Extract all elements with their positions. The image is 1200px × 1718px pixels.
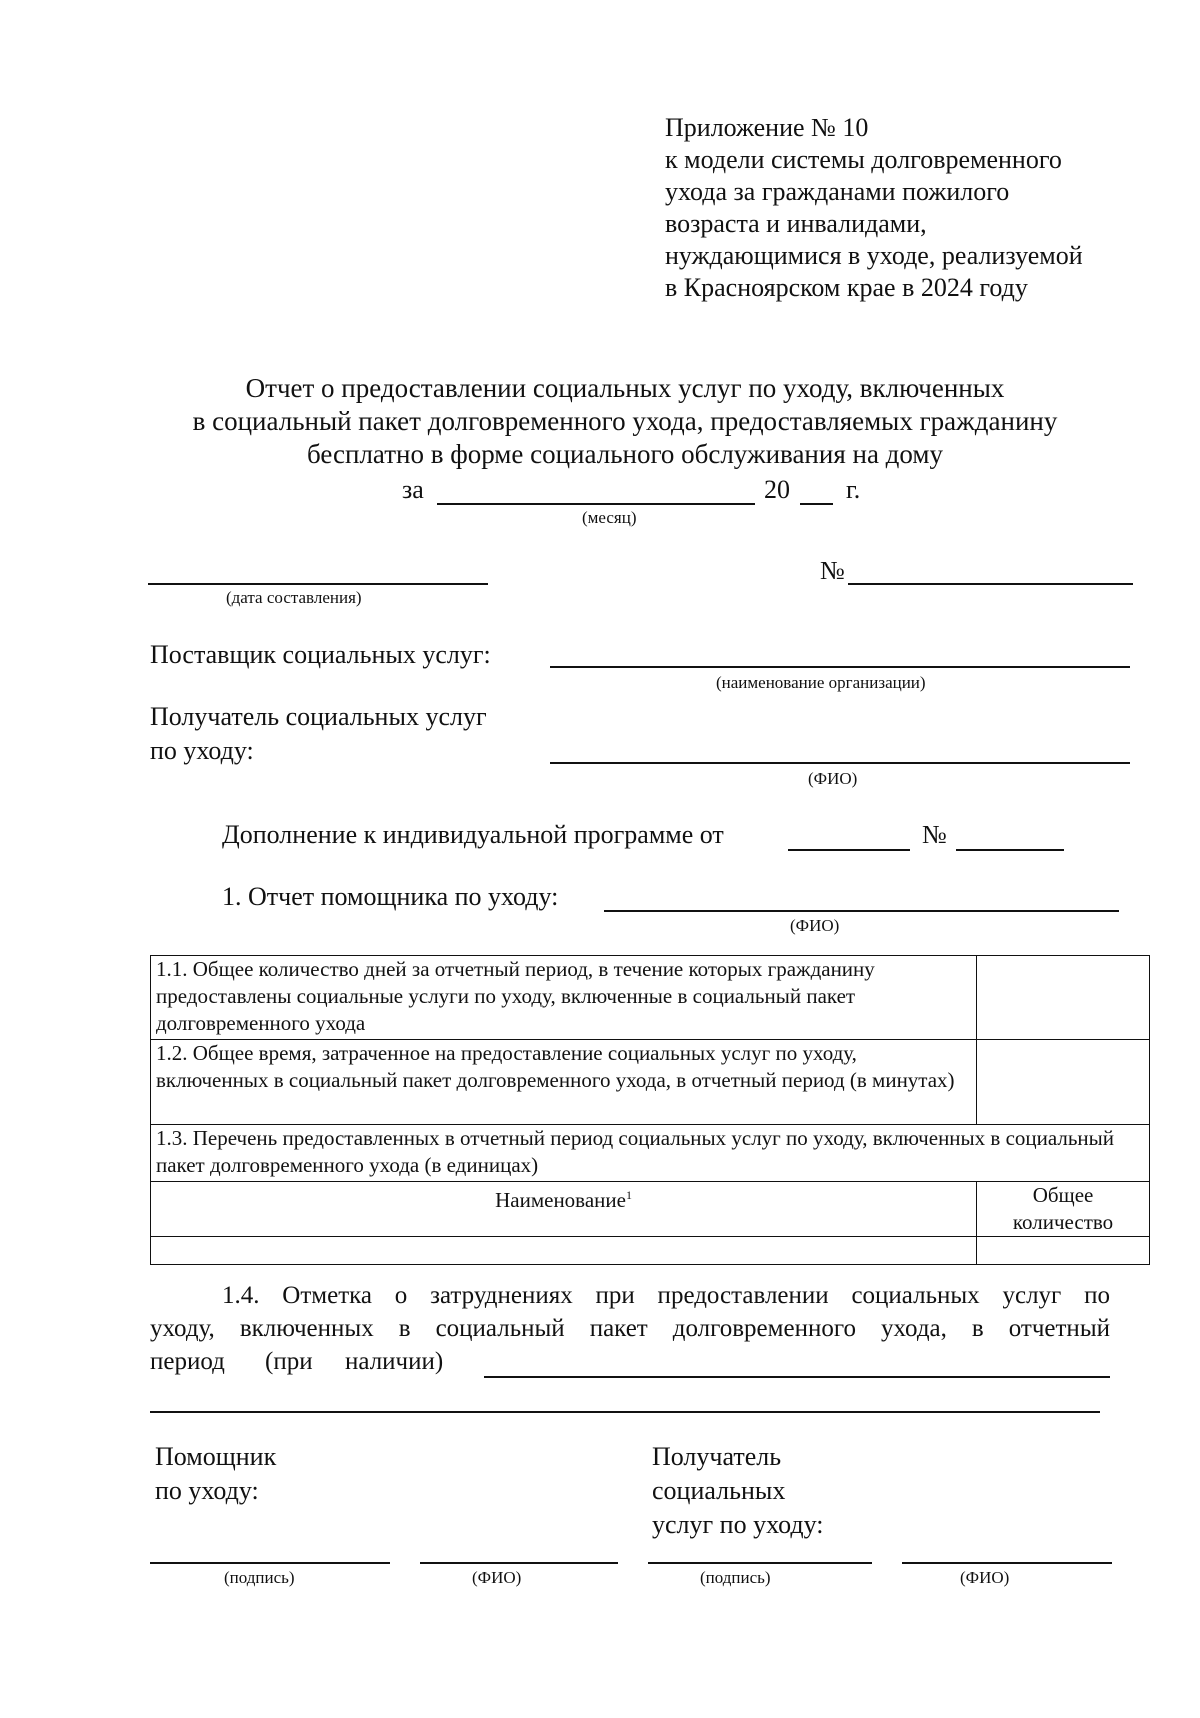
sig-label-line: социальных xyxy=(652,1476,786,1505)
period-prefix: за xyxy=(402,475,424,504)
provider-label: Поставщик социальных услуг: xyxy=(150,640,491,669)
addendum-label: Дополнение к индивидуальной программе от xyxy=(222,820,724,849)
title-line: Отчет о предоставлении социальных услуг по уходу, включенных xyxy=(245,373,1005,403)
service-total-cell[interactable] xyxy=(977,1237,1150,1265)
row-1-1-text: 1.1. Общее количество дней за отчетный период, в течение которых гражданину предоставлены социальные услуги по уходу, включенные в социальный пакет долговременного ухода xyxy=(151,956,977,1040)
month-caption: (месяц) xyxy=(582,508,637,527)
sig-label-line: Получатель xyxy=(652,1442,782,1471)
recipient-signature-label xyxy=(652,1440,823,1542)
date-caption: (дата составления) xyxy=(226,588,362,607)
sig-label-line: по уходу: xyxy=(155,1476,259,1505)
table-row xyxy=(151,1040,1150,1125)
provider-field[interactable] xyxy=(550,666,1130,668)
table-row xyxy=(151,956,1150,1040)
assistant-fio-sign-field[interactable] xyxy=(420,1562,618,1564)
sig-label-line: Помощник xyxy=(155,1442,277,1471)
assistant-fio-field[interactable] xyxy=(604,910,1119,912)
row-1-1-value[interactable] xyxy=(977,956,1150,1040)
table-header-row xyxy=(151,1182,1150,1237)
year-prefix: 20 xyxy=(764,475,790,504)
fio-caption: (ФИО) xyxy=(472,1568,522,1587)
table-row xyxy=(151,1237,1150,1265)
assistant-fio-caption: (ФИО) xyxy=(790,916,840,935)
col-name-header xyxy=(151,1182,977,1237)
difficulties-word: (при xyxy=(265,1348,313,1375)
fio-caption: (ФИО) xyxy=(960,1568,1010,1587)
title-line: бесплатно в форме социального обслуживания на дому xyxy=(306,439,943,469)
difficulties-line-1: 1.4. Отметка о затруднениях при предоставлении социальных услуг по xyxy=(222,1282,1110,1309)
report-title xyxy=(100,372,1150,471)
difficulties-field[interactable] xyxy=(484,1376,1110,1378)
assistant-report-label: 1. Отчет помощника по уходу: xyxy=(222,882,559,911)
recipient-label: Получатель социальных услуг xyxy=(150,702,487,731)
appendix-line: к модели системы долговременного xyxy=(665,145,1062,174)
appendix-line: Приложение № 10 xyxy=(665,113,869,142)
difficulties-word: период xyxy=(150,1348,225,1375)
number-label: № xyxy=(820,556,845,585)
col-total-line: Общее xyxy=(1032,1183,1094,1207)
provider-caption: (наименование организации) xyxy=(716,673,926,692)
addendum-number-field[interactable] xyxy=(956,849,1064,851)
number-field[interactable] xyxy=(848,583,1133,585)
date-field[interactable] xyxy=(148,583,488,585)
difficulties-field-2[interactable] xyxy=(150,1411,1100,1413)
row-1-2-text: 1.2. Общее время, затраченное на предоставление социальных услуг по уходу, включенных в социальный пакет долговременного ухода, в отчетный период (в минутах) xyxy=(151,1040,977,1125)
appendix-block xyxy=(665,112,1083,304)
table-row xyxy=(151,1125,1150,1182)
recipient-caption: (ФИО) xyxy=(808,769,858,788)
appendix-line: в Красноярском крае в 2024 году xyxy=(665,273,1028,302)
service-name-cell[interactable] xyxy=(151,1237,977,1265)
report-table xyxy=(150,955,1150,1265)
recipient-signature-field[interactable] xyxy=(648,1562,872,1564)
col-total-line: количество xyxy=(1012,1210,1114,1234)
difficulties-line-2: уходу, включенных в социальный пакет долговременного ухода, в отчетный xyxy=(150,1315,1110,1342)
footnote-mark: 1 xyxy=(625,1188,632,1202)
col-name-text: Наименование xyxy=(495,1188,626,1212)
signature-caption: (подпись) xyxy=(700,1568,771,1587)
row-1-3-text: 1.3. Перечень предоставленных в отчетный период социальных услуг по уходу, включенных в социальный пакет долговременного ухода (в единицах) xyxy=(151,1125,1150,1182)
col-total-header xyxy=(977,1182,1150,1237)
appendix-line: возраста и инвалидами, xyxy=(665,209,927,238)
appendix-line: ухода за гражданами пожилого xyxy=(665,177,1010,206)
year-suffix: г. xyxy=(846,475,861,504)
recipient-fio-sign-field[interactable] xyxy=(902,1562,1112,1564)
year-field[interactable] xyxy=(800,503,833,505)
title-line: в социальный пакет долговременного ухода, предоставляемых гражданину xyxy=(192,406,1058,436)
assistant-signature-field[interactable] xyxy=(150,1562,390,1564)
assistant-signature-label xyxy=(155,1440,276,1508)
appendix-line: нуждающимися в уходе, реализуемой xyxy=(665,241,1083,270)
difficulties-word: наличии) xyxy=(345,1348,444,1375)
sig-label-line: услуг по уходу: xyxy=(652,1510,824,1539)
recipient-label-2: по уходу: xyxy=(150,736,254,765)
addendum-date-field[interactable] xyxy=(788,849,910,851)
month-field[interactable] xyxy=(437,503,755,505)
signature-caption: (подпись) xyxy=(224,1568,295,1587)
recipient-field[interactable] xyxy=(550,762,1130,764)
addendum-number-label: № xyxy=(922,820,947,849)
row-1-2-value[interactable] xyxy=(977,1040,1150,1125)
